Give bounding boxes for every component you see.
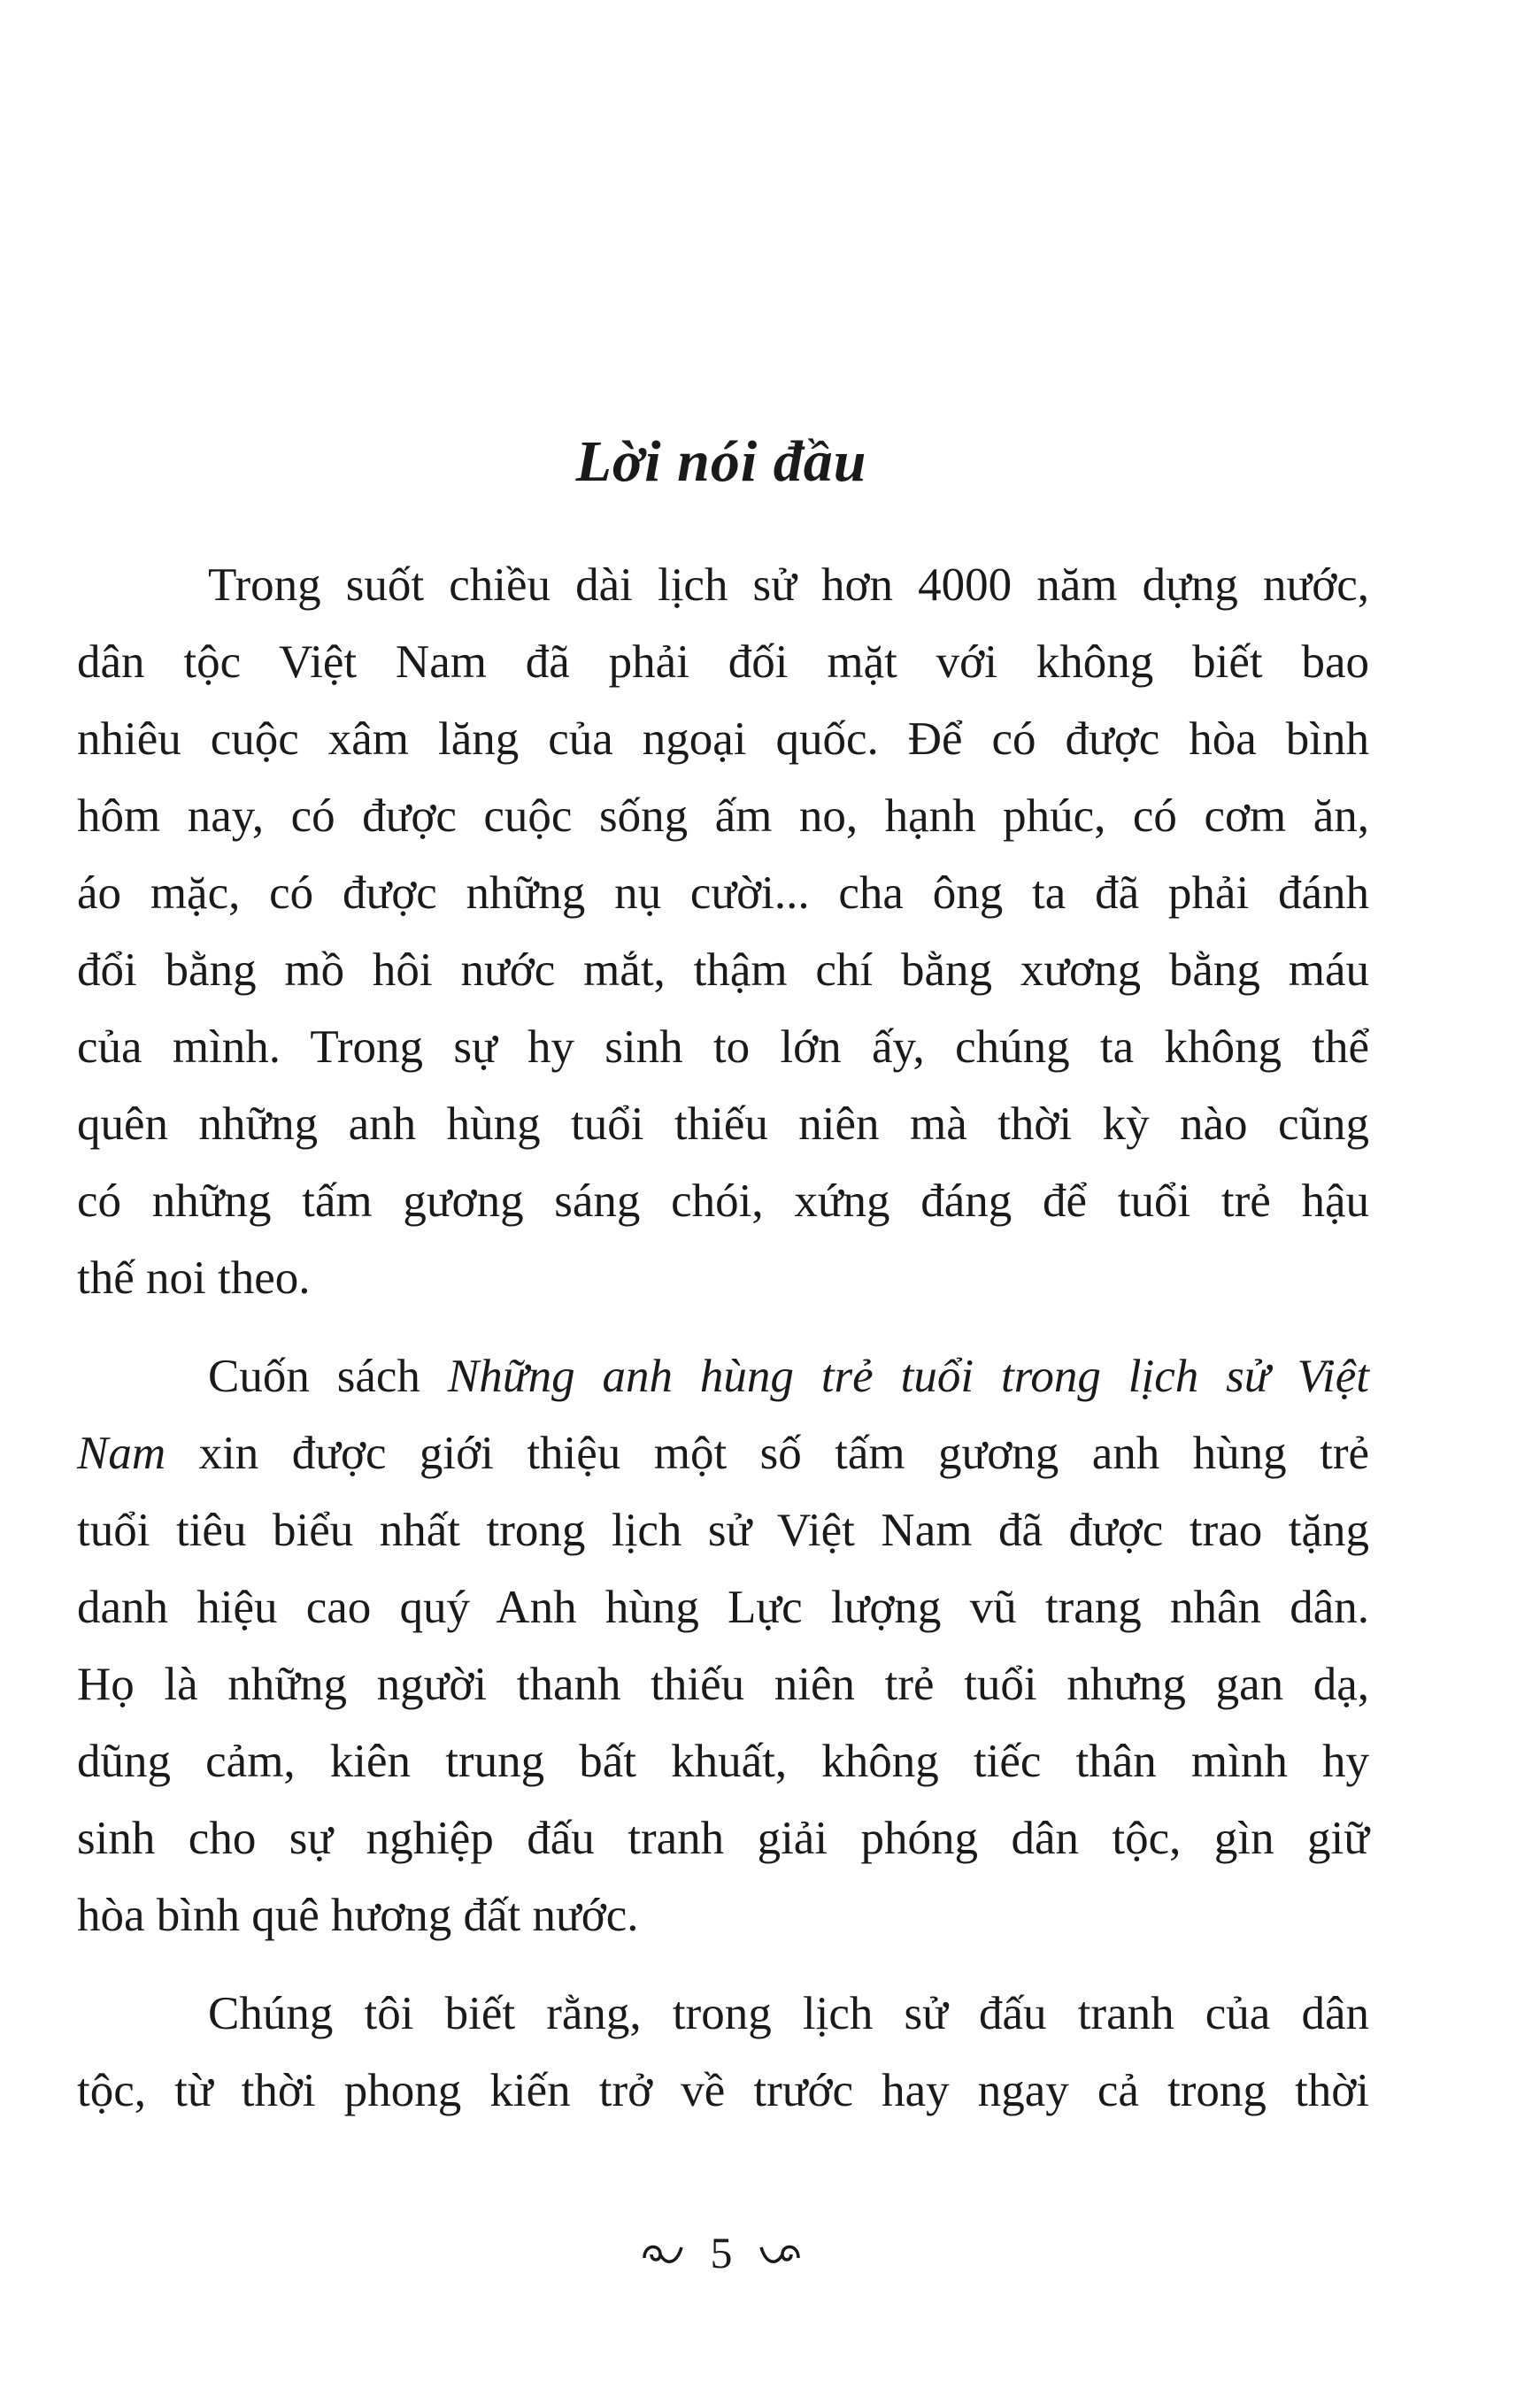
text-segment: nhiêu cuộc xâm lăng của ngoại quốc. Để có được hòa bình [77, 713, 1369, 765]
text-line [77, 1338, 1369, 1415]
text-line [77, 1086, 1369, 1163]
paragraph [77, 1976, 1369, 2130]
text-segment: hôm nay, có được cuộc sống ấm no, hạnh phúc, có cơm ăn, [77, 790, 1369, 842]
text-segment: áo mặc, có được những nụ cười... cha ông ta đã phải đánh [77, 867, 1369, 919]
text-line [77, 547, 1369, 624]
text-segment: xin được giới thiệu một số tấm gương anh hùng trẻ [166, 1428, 1369, 1479]
text-segment: hòa bình quê hương đất nước. [77, 1890, 639, 1941]
text-line [77, 778, 1369, 855]
page-footer [0, 2222, 1443, 2278]
text-line [77, 2053, 1369, 2130]
text-segment: Cuốn sách [208, 1351, 448, 1402]
text-line [77, 1877, 1369, 1954]
page-number: 5 [710, 2227, 733, 2277]
text-line [77, 1415, 1369, 1492]
text-segment: dũng cảm, kiên trung bất khuất, không tiếc thân mình hy [77, 1736, 1369, 1787]
text-line [77, 1492, 1369, 1569]
body-text [77, 547, 1369, 2151]
text-line [77, 1723, 1369, 1800]
text-segment: Họ là những người thanh thiếu niên trẻ tuổi nhưng gan dạ, [77, 1659, 1369, 1710]
paragraph [77, 1338, 1369, 1954]
ornament-left-icon [641, 2235, 687, 2270]
text-segment: danh hiệu cao quý Anh hùng Lực lượng vũ trang nhân dân. [77, 1582, 1369, 1633]
text-line [77, 1163, 1369, 1240]
paragraph [77, 547, 1369, 1317]
book-title-text: Nam [77, 1428, 166, 1479]
text-segment: dân tộc Việt Nam đã phải đối mặt với không biết bao [77, 636, 1369, 688]
text-segment: đổi bằng mồ hôi nước mắt, thậm chí bằng xương bằng máu [77, 944, 1369, 996]
book-title-text: Những anh hùng trẻ tuổi trong lịch sử Việt [447, 1351, 1369, 1402]
text-line [77, 932, 1369, 1009]
text-line [77, 855, 1369, 932]
text-line [77, 1569, 1369, 1646]
text-line [77, 1976, 1369, 2053]
text-line [77, 1240, 1369, 1317]
text-line [77, 1800, 1369, 1877]
text-segment: Chúng tôi biết rằng, trong lịch sử đấu tranh của dân [208, 1988, 1369, 2039]
text-segment: quên những anh hùng tuổi thiếu niên mà thời kỳ nào cũng [77, 1098, 1369, 1150]
text-segment: có những tấm gương sáng chói, xứng đáng để tuổi trẻ hậu [77, 1175, 1369, 1227]
text-segment: của mình. Trong sự hy sinh to lớn ấy, chúng ta không thể [77, 1021, 1369, 1073]
text-line [77, 1646, 1369, 1723]
text-line [77, 701, 1369, 778]
text-line [77, 624, 1369, 701]
text-line [77, 1009, 1369, 1086]
text-segment: Trong suốt chiều dài lịch sử hơn 4000 năm dựng nước, [208, 559, 1369, 611]
page-title: Lời nói đầu [575, 429, 867, 495]
text-segment: tộc, từ thời phong kiến trở về trước hay ngay cả trong thời [77, 2065, 1369, 2116]
text-segment: sinh cho sự nghiệp đấu tranh giải phóng dân tộc, gìn giữ [77, 1813, 1369, 1864]
text-segment: thế noi theo. [77, 1252, 311, 1304]
text-segment: tuổi tiêu biểu nhất trong lịch sử Việt Nam đã được trao tặng [77, 1505, 1369, 1556]
ornament-right-icon [756, 2235, 802, 2270]
